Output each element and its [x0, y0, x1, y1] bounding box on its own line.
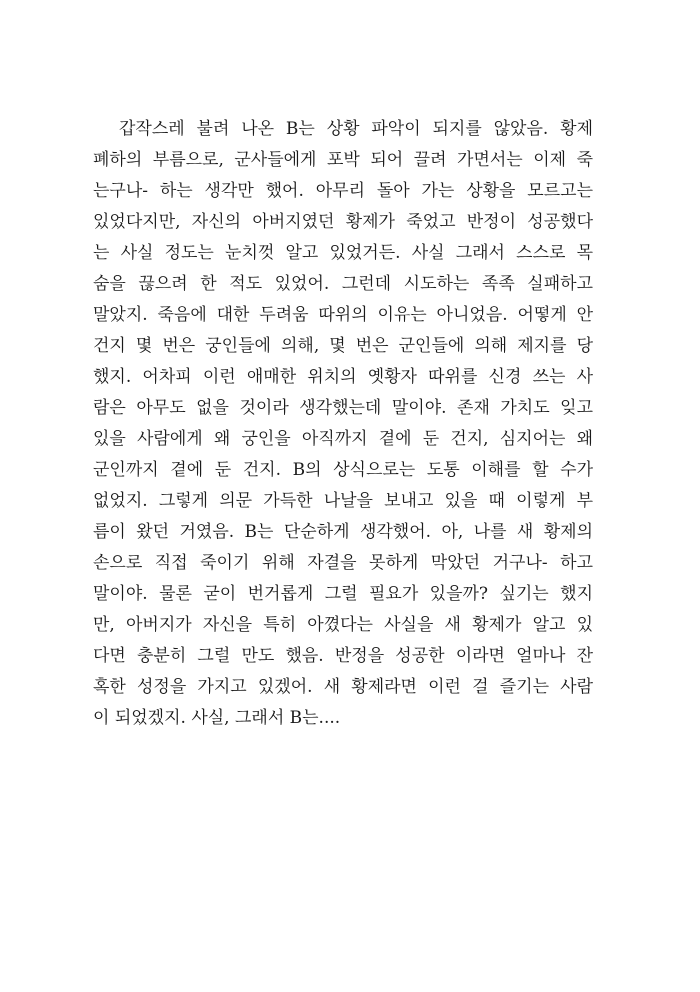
paragraph-line: 건지 몇 번은 궁인들에 의해, 몇 번은 군인들에 의해 제지를 당	[93, 336, 593, 356]
paragraph-line: 했지. 어차피 이런 애매한 위치의 옛황자 따위를 신경 쓰는 사	[93, 367, 593, 387]
paragraph-line: 없었지. 그렇게 의문 가득한 나날을 보내고 있을 때 이렇게 부	[93, 491, 593, 511]
paragraph-line: 는 사실 정도는 눈치껏 알고 있었거든. 사실 그래서 스스로 목	[93, 243, 593, 263]
paragraph-line: 다면 충분히 그럴 만도 했음. 반정을 성공한 이라면 얼마나 잔	[93, 646, 593, 666]
paragraph-line: 있을 사람에게 왜 궁인을 아직까지 곁에 둔 건지, 심지어는 왜	[93, 429, 593, 449]
paragraph-line: 람은 아무도 없을 것이라 생각했는데 말이야. 존재 가치도 잊고	[93, 398, 593, 418]
paragraph-line: 말이야. 물론 굳이 번거롭게 그럴 필요가 있을까? 싶기는 했지	[93, 584, 593, 604]
paragraph-line: 름이 왔던 거였음. B는 단순하게 생각했어. 아, 나를 새 황제의	[93, 522, 593, 542]
paragraph-line: 있었다지만, 자신의 아버지였던 황제가 죽었고 반정이 성공했다	[93, 212, 593, 232]
paragraph-line: 손으로 직접 죽이기 위해 자결을 못하게 막았던 거구나- 하고	[93, 553, 593, 573]
paragraph-line: 말았지. 죽음에 대한 두려움 따위의 이유는 아니었음. 어떻게 안	[93, 305, 593, 325]
paragraph-line: 만, 아버지가 자신을 특히 아꼈다는 사실을 새 황제가 알고 있	[93, 615, 593, 635]
paragraph-line: 혹한 성정을 가지고 있겠어. 새 황제라면 이런 걸 즐기는 사람	[93, 677, 593, 697]
paragraph-line: 군인까지 곁에 둔 건지. B의 상식으로는 도통 이해를 할 수가	[93, 460, 593, 480]
paragraph-line: 숨을 끊으려 한 적도 있었어. 그런데 시도하는 족족 실패하고	[93, 274, 593, 294]
story-paragraph	[93, 114, 593, 734]
paragraph-line: 갑작스레 불려 나온 B는 상황 파악이 되지를 않았음. 황제	[119, 119, 593, 139]
paragraph-line: 폐하의 부름으로, 군사들에게 포박 되어 끌려 가면서는 이제 죽	[93, 150, 593, 170]
paragraph-line: 이 되었겠지. 사실, 그래서 B는....	[93, 708, 341, 728]
paragraph-line: 는구나- 하는 생각만 했어. 아무리 돌아 가는 상황을 모르고는	[93, 181, 593, 201]
